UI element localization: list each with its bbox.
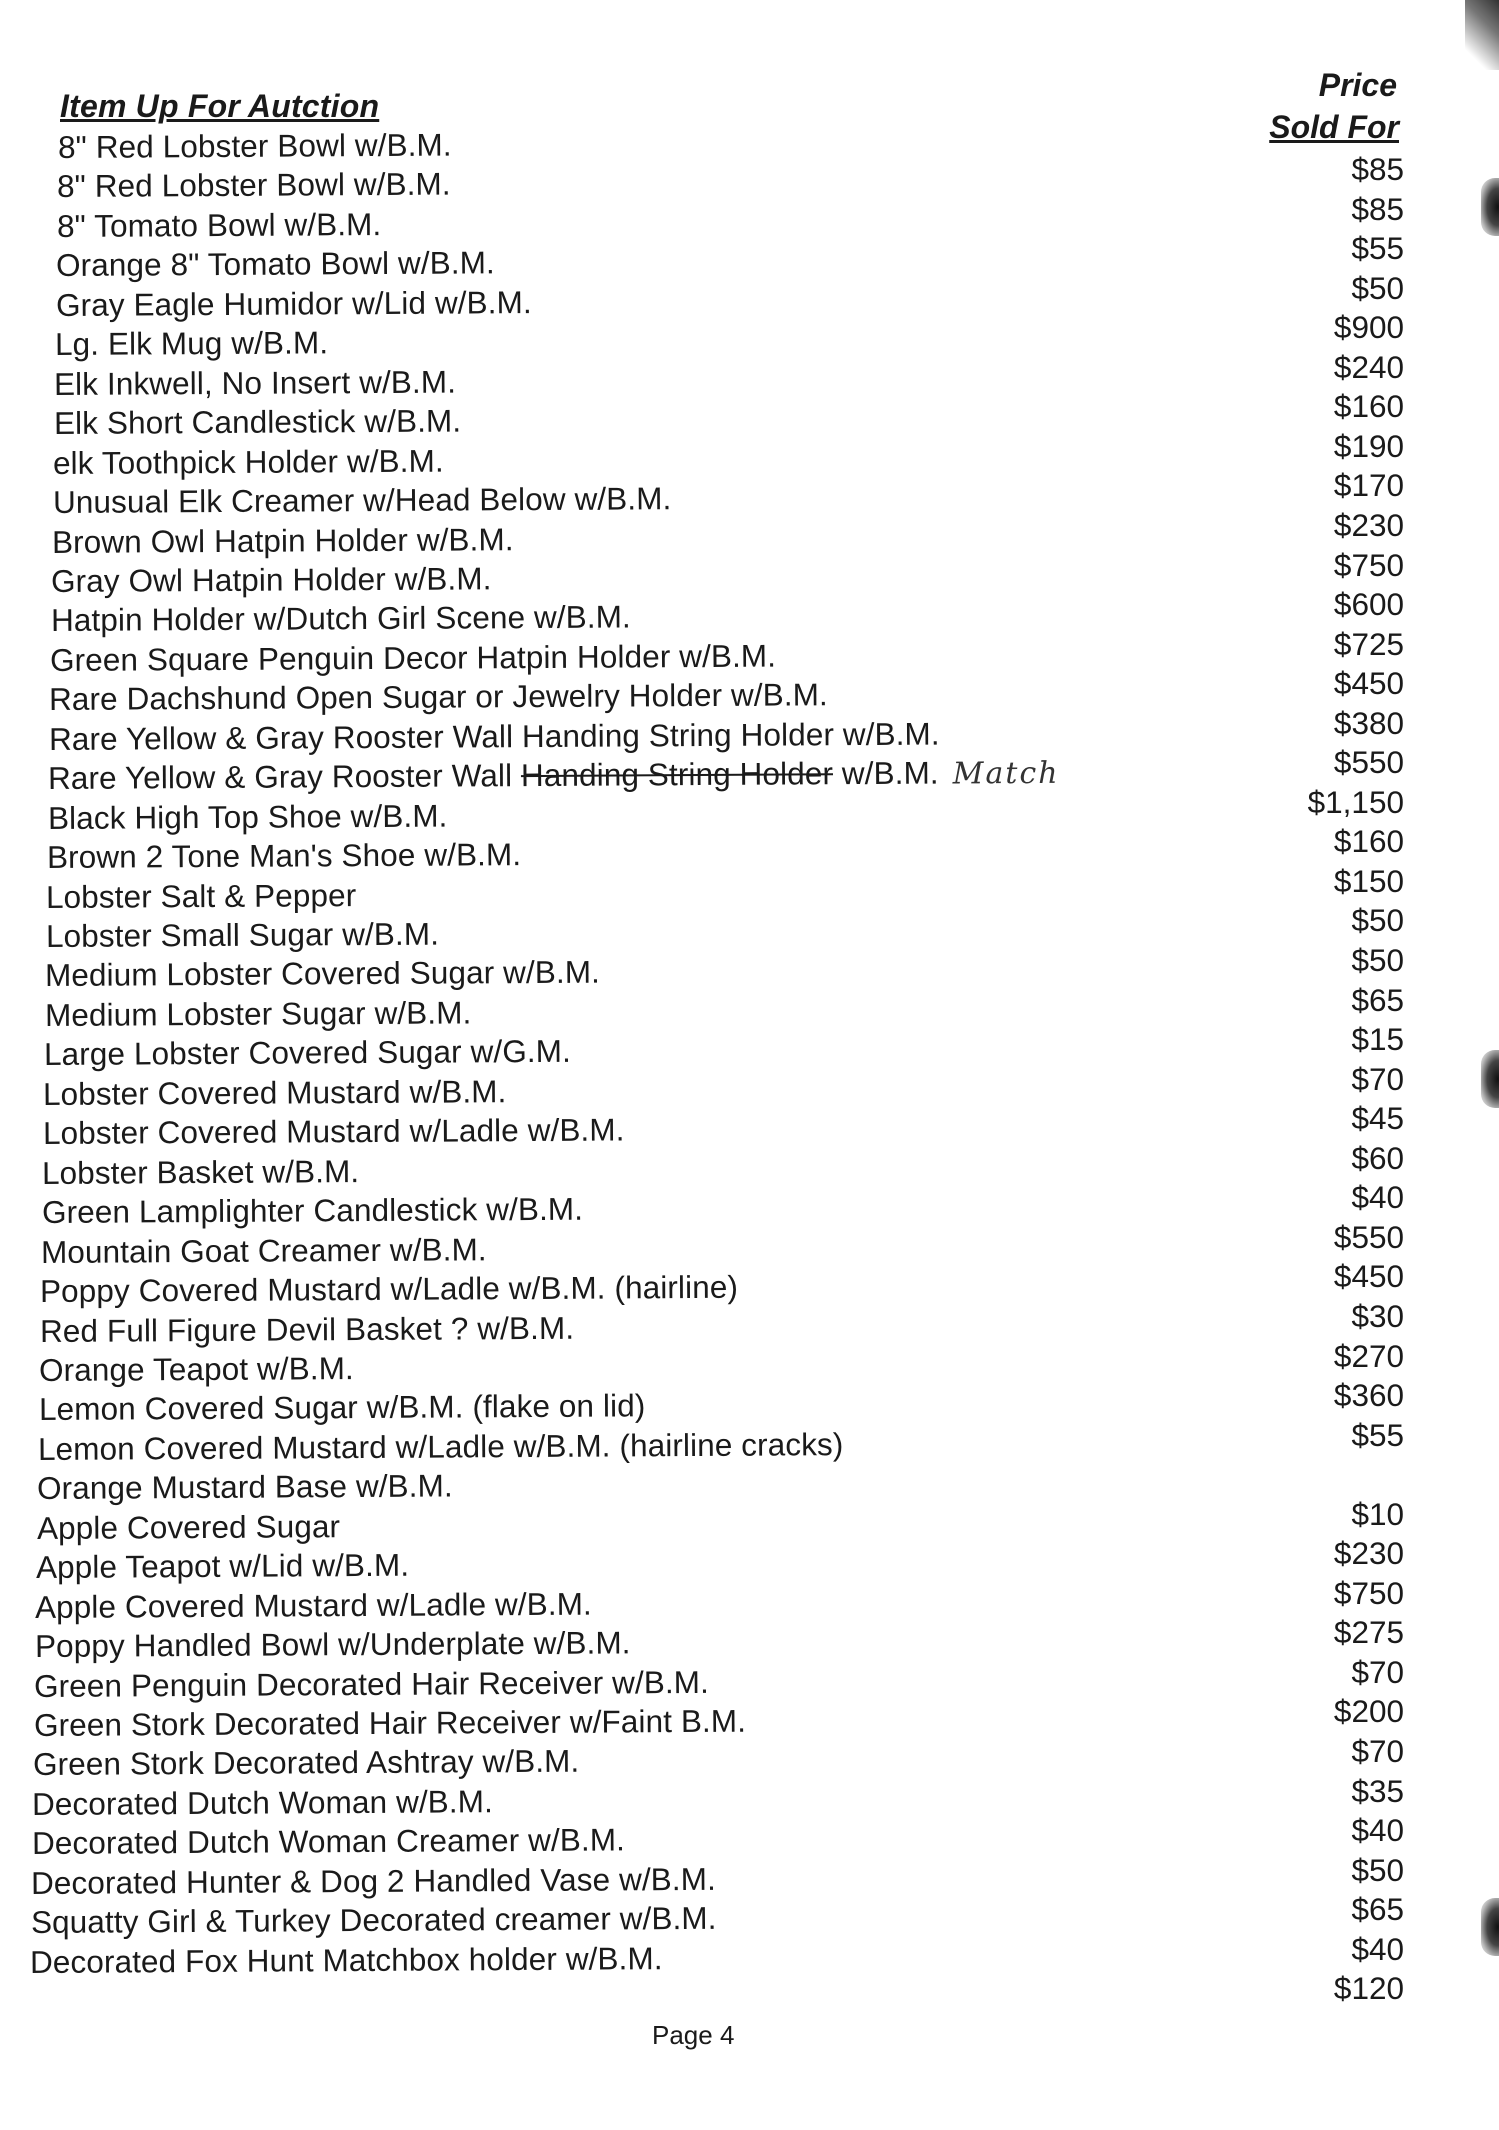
item-text: Decorated Dutch Woman Creamer w/B.M. [31, 1821, 625, 1862]
price-sold: $600 [1333, 586, 1404, 623]
item-text: Decorated Hunter & Dog 2 Handled Vase w/B.M. [31, 1860, 717, 1901]
item-description [35, 1585, 592, 1625]
item-text: Lg. Elk Mug w/B.M. [54, 324, 329, 363]
price-sold: $550 [1333, 744, 1404, 781]
item-description [30, 1900, 716, 1941]
item-text: Green Square Penguin Decor Hatpin Holder w/B.M. [49, 637, 777, 678]
item-text: Red Full Figure Devil Basket ? w/B.M. [39, 1309, 574, 1349]
item-description [57, 206, 382, 245]
price-header-line2: Sold For [1269, 109, 1399, 145]
handwritten-note: Match [952, 756, 1060, 792]
price-sold: $35 [1351, 1772, 1404, 1809]
item-text: 8" Red Lobster Bowl w/B.M. [57, 166, 452, 205]
price-sold: $170 [1333, 467, 1404, 504]
item-description [48, 797, 448, 836]
item-text: Decorated Fox Hunt Matchbox holder w/B.M. [29, 1939, 663, 1980]
item-text: Unusual Elk Creamer w/Head Below w/B.M. [52, 480, 671, 521]
item-text: Green Lamplighter Candlestick w/B.M. [41, 1190, 583, 1231]
item-description [54, 363, 456, 402]
item-description [38, 1426, 844, 1468]
item-text: Brown 2 Tone Man's Shoe w/B.M. [46, 836, 522, 876]
binder-hole-icon [1481, 1050, 1499, 1108]
item-text: Lobster Covered Mustard w/B.M. [43, 1072, 507, 1112]
item-description [32, 1822, 625, 1863]
item-description [47, 836, 521, 876]
price-sold: $50 [1351, 269, 1404, 306]
price-sold: $50 [1351, 942, 1404, 978]
item-description [40, 1309, 574, 1349]
item-text: Apple Covered Sugar [36, 1507, 340, 1546]
item-description [43, 1073, 507, 1113]
item-text: Rare Dachshund Open Sugar or Jewelry Holder w/B.M. [49, 676, 829, 718]
price-sold: $65 [1351, 981, 1404, 1018]
item-column-header: Item Up For Autction [60, 88, 380, 124]
price-sold: $40 [1351, 1179, 1404, 1216]
price-sold: $450 [1333, 1258, 1404, 1295]
item-description [56, 245, 495, 285]
item-description [52, 521, 514, 561]
item-text: Squatty Girl & Turkey Decorated creamer w/B.M. [30, 1900, 717, 1941]
price-sold: $15 [1351, 1021, 1404, 1058]
price-sold: $70 [1351, 1653, 1404, 1690]
item-text: Apple Teapot w/Lid w/B.M. [35, 1546, 410, 1586]
item-text: Lobster Covered Mustard w/Ladle w/B.M. [42, 1111, 625, 1152]
item-description [46, 877, 357, 916]
item-text: Gray Eagle Humidor w/Lid w/B.M. [55, 283, 532, 323]
item-text-suffix: w/B.M. [833, 754, 940, 792]
item-description [51, 599, 631, 640]
item-text: Rare Yellow & Gray Rooster Wall [48, 757, 513, 797]
item-text: Orange Teapot w/B.M. [39, 1350, 355, 1388]
price-sold: $40 [1351, 1812, 1404, 1849]
item-text: Green Penguin Decorated Hair Receiver w/B.M. [34, 1663, 710, 1704]
price-sold: $150 [1333, 862, 1404, 899]
item-description [51, 560, 492, 600]
item-description [54, 403, 461, 442]
price-sold: $230 [1333, 1535, 1404, 1572]
item-text: Decorated Dutch Woman w/B.M. [32, 1783, 494, 1822]
item-description [34, 1703, 746, 1744]
item-text: Lemon Covered Sugar w/B.M. (flake on lid) [38, 1387, 645, 1428]
price-sold: $70 [1351, 1733, 1404, 1769]
item-description [52, 480, 671, 521]
price-sold: $30 [1351, 1297, 1404, 1334]
item-description [55, 325, 328, 364]
price-sold: $1,150 [1307, 783, 1404, 820]
price-sold: $200 [1333, 1693, 1404, 1730]
binder-hole-icon [1481, 1898, 1499, 1956]
price-header-line1: Price [1318, 67, 1397, 103]
item-text: 8" Tomato Bowl w/B.M. [56, 205, 382, 244]
item-description [43, 1112, 625, 1153]
price-sold: $10 [1351, 1495, 1404, 1532]
price-sold: $55 [1351, 230, 1404, 267]
price-sold: $380 [1333, 704, 1404, 741]
struck-text: Handing String Holder [521, 755, 834, 794]
price-sold: $270 [1333, 1337, 1404, 1374]
item-description [45, 954, 600, 994]
item-text: elk Toothpick Holder w/B.M. [53, 442, 445, 481]
item-description [41, 1231, 487, 1271]
binder-hole-icon [1481, 178, 1499, 236]
item-text: Green Stork Decorated Ashtray w/B.M. [32, 1743, 580, 1783]
item-text: Lobster Salt & Pepper [46, 876, 357, 915]
item-text: Rare Yellow & Gray Rooster Wall Handing String Holder w/B.M. [48, 715, 940, 757]
item-text: Green Stork Decorated Hair Receiver w/Faint B.M. [33, 1702, 746, 1743]
price-sold: $85 [1351, 151, 1404, 187]
item-text: 8" Red Lobster Bowl w/B.M. [57, 126, 452, 165]
page-number: Page 4 [652, 2020, 735, 2050]
price-sold: $45 [1351, 1100, 1404, 1137]
item-description [49, 715, 940, 757]
item-text: Lobster Small Sugar w/B.M. [45, 915, 439, 954]
price-sold: $190 [1333, 427, 1404, 464]
item-description [42, 1153, 359, 1192]
item-description [53, 442, 444, 481]
item-text: Apple Covered Mustard w/Ladle w/B.M. [35, 1585, 593, 1625]
price-sold: $55 [1351, 1416, 1404, 1453]
item-text: Black High Top Shoe w/B.M. [47, 797, 448, 836]
item-description [32, 1783, 493, 1823]
item-text: Hatpin Holder w/Dutch Girl Scene w/B.M. [50, 598, 631, 639]
item-text: Orange 8" Tomato Bowl w/B.M. [56, 244, 496, 284]
price-column-header [1269, 64, 1399, 148]
price-sold: $550 [1333, 1218, 1404, 1255]
item-description [35, 1624, 631, 1665]
item-description [55, 284, 531, 324]
item-text: Large Lobster Covered Sugar w/G.M. [43, 1033, 572, 1073]
price-sold: $85 [1351, 190, 1404, 227]
scan-corner-shadow [1465, 0, 1499, 70]
item-description [31, 1861, 716, 1902]
item-description [34, 1663, 709, 1704]
item-text: Poppy Covered Mustard w/Ladle w/B.M. (hairline) [40, 1268, 739, 1310]
item-text: Medium Lobster Sugar w/B.M. [44, 994, 472, 1033]
item-description [30, 1940, 663, 1981]
item-description [50, 637, 776, 678]
item-description [46, 916, 439, 955]
price-sold: $65 [1351, 1891, 1404, 1928]
price-sold: $725 [1333, 625, 1404, 662]
item-description [57, 166, 451, 205]
item-description [44, 994, 471, 1034]
item-description [44, 1033, 571, 1073]
price-sold: $70 [1351, 1060, 1404, 1097]
item-description [49, 677, 828, 719]
item-description [37, 1468, 453, 1508]
item-text: Brown Owl Hatpin Holder w/B.M. [51, 520, 514, 560]
price-sold: $160 [1333, 823, 1404, 860]
price-sold: $900 [1333, 309, 1404, 346]
item-description [37, 1508, 340, 1547]
price-sold: $750 [1333, 1574, 1404, 1611]
price-sold: $60 [1351, 1139, 1404, 1176]
item-text: Elk Short Candlestick w/B.M. [53, 402, 462, 442]
price-sold: $160 [1333, 388, 1404, 425]
item-description [38, 1388, 645, 1429]
price-sold: $50 [1351, 1851, 1404, 1888]
item-text: Elk Inkwell, No Insert w/B.M. [54, 363, 457, 402]
item-description [58, 127, 452, 166]
item-description [33, 1743, 580, 1783]
price-sold: $450 [1333, 665, 1404, 702]
item-text: Lemon Covered Mustard w/Ladle w/B.M. (hairline cracks) [37, 1425, 844, 1467]
item-description [40, 1269, 738, 1310]
item-text: Orange Mustard Base w/B.M. [37, 1467, 454, 1507]
price-sold: $275 [1333, 1614, 1404, 1651]
item-description [39, 1350, 354, 1389]
price-sold: $240 [1333, 348, 1404, 385]
price-sold: $120 [1333, 1970, 1404, 2007]
item-text: Mountain Goat Creamer w/B.M. [40, 1230, 487, 1270]
item-text: Lobster Basket w/B.M. [42, 1152, 360, 1191]
price-sold: $360 [1333, 1377, 1404, 1414]
price-sold: $40 [1351, 1930, 1404, 1967]
item-text: Gray Owl Hatpin Holder w/B.M. [51, 560, 492, 599]
price-sold: $750 [1333, 546, 1404, 583]
price-sold: $50 [1351, 902, 1404, 939]
item-text: Medium Lobster Covered Sugar w/B.M. [45, 954, 601, 994]
item-description [48, 754, 1060, 797]
price-sold: $230 [1333, 506, 1404, 543]
item-description [41, 1191, 582, 1231]
item-text: Poppy Handled Bowl w/Underplate w/B.M. [34, 1624, 631, 1665]
item-description [36, 1547, 409, 1586]
